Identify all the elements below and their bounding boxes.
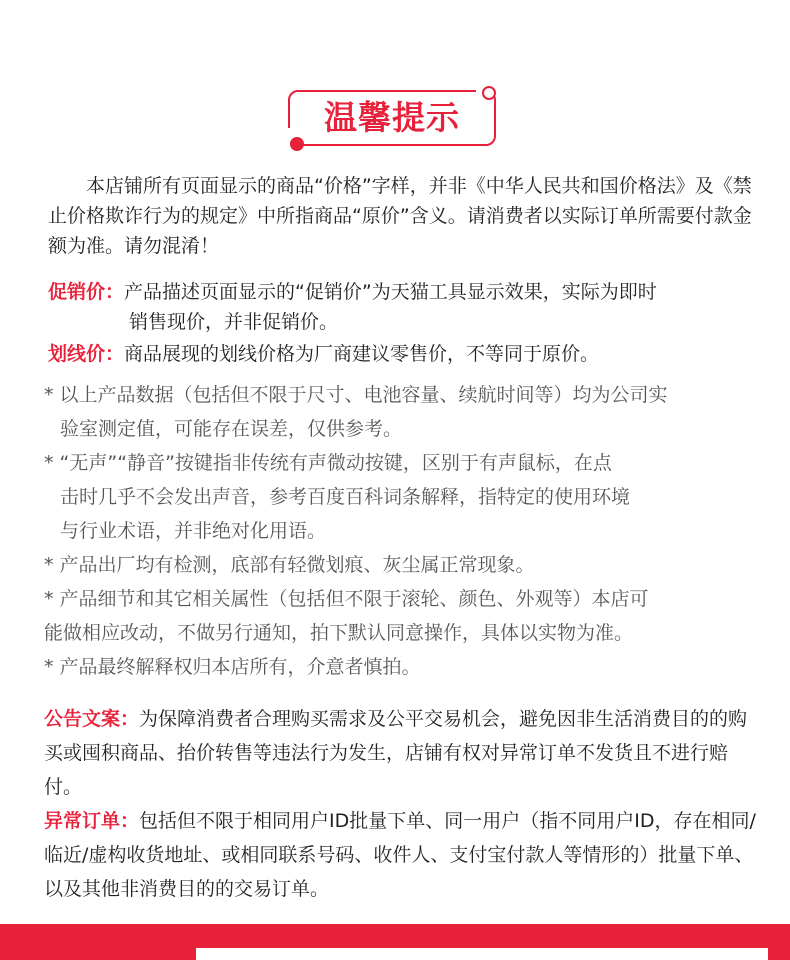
- note-line: * 以上产品数据（包括但不限于尺寸、电池容量、续航时间等）均为公司实: [44, 384, 668, 406]
- page-title: 温馨提示: [324, 98, 460, 137]
- open-circle-icon: [482, 86, 496, 100]
- abnormal-order-text: 包括但不限于相同用户ID批量下单、同一用户（指不同用户ID，存在相同/临近/虚构收货地址、或相同联系号码、收件人、支付宝付款人等情形的）批量下单、以及其他非消费目的的交易订单。: [44, 810, 756, 900]
- promo-price-text-1: 产品描述页面显示的“促销价”为天猫工具显示效果，实际为即时: [124, 281, 657, 303]
- abnormal-order-label: 异常订单：: [44, 810, 140, 832]
- note-line: * 产品出厂均有检测，底部有轻微划痕、灰尘属正常现象。: [44, 554, 535, 576]
- announcement-block: [44, 702, 756, 804]
- notes-list: [44, 378, 756, 684]
- strike-price-label: 划线价：: [48, 343, 125, 365]
- note-line: 能做相应改动，不做另行通知，拍下默认同意操作，具体以实物为准。: [44, 622, 634, 644]
- note-line: * 产品细节和其它相关属性（包括但不限于滚轮、颜色、外观等）本店可: [44, 588, 649, 610]
- note-line: 击时几乎不会发出声音，参考百度百科词条解释，指特定的使用环境: [60, 486, 631, 508]
- note-line: 验室测定值，可能存在误差，仅供参考。: [60, 418, 403, 440]
- intro-paragraph: 本店铺所有页面显示的商品“价格”字样，并非《中华人民共和国价格法》及《禁止价格欺诈行为的规定》中所指商品“原价”含义。请消费者以实际订单所需要付款金额为准。请勿混淆！: [48, 175, 752, 257]
- strike-price-row: [48, 339, 754, 369]
- promo-price-label: 促销价：: [48, 281, 125, 303]
- note-line: 与行业术语，并非绝对化用语。: [60, 520, 327, 542]
- announcement-label: 公告文案：: [44, 708, 140, 730]
- promo-price-text-2: 销售现价，并非促销价。: [129, 311, 339, 333]
- note-line: * “无声”“静音”按键指非传统有声微动按键，区别于有声鼠标，在点: [44, 452, 612, 474]
- title-frame: [288, 90, 496, 146]
- promo-price-row: [48, 277, 754, 337]
- announcement-text: 为保障消费者合理购买需求及公平交易机会，避免因非生活消费目的的购买或囤积商品、抬价转售等违法行为发生，店铺有权对异常订单不发货且不进行赔付。: [44, 708, 748, 798]
- abnormal-order-block: [44, 804, 756, 906]
- note-line: * 产品最终解释权归本店所有，介意者慎拍。: [44, 656, 421, 678]
- footer-card: [196, 948, 768, 960]
- filled-circle-icon: [290, 137, 304, 151]
- strike-price-text: 商品展现的划线价格为厂商建议零售价，不等同于原价。: [124, 343, 600, 365]
